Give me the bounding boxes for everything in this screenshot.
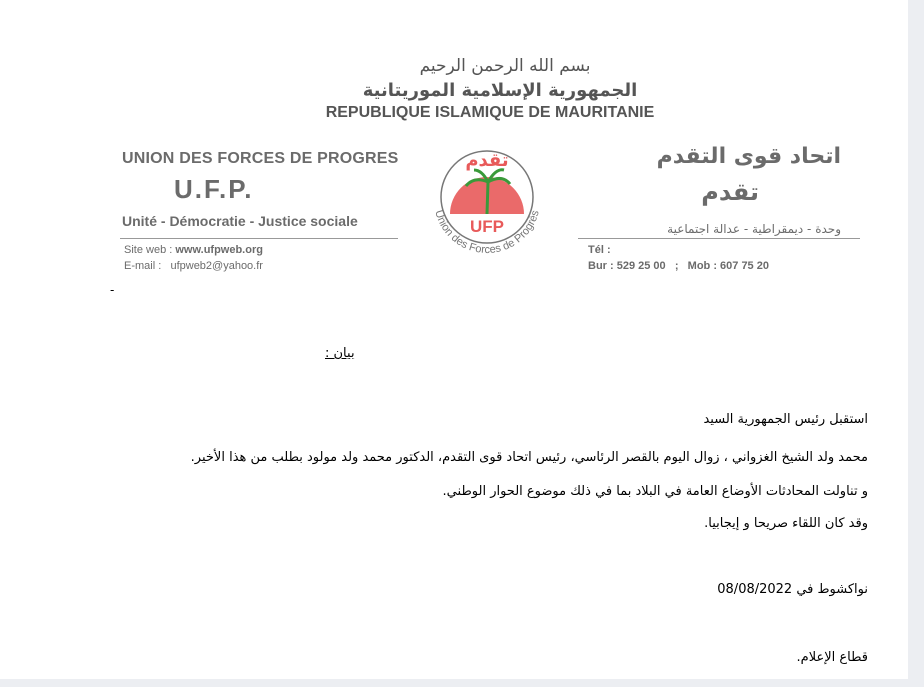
logo-letters: UFP <box>470 217 504 236</box>
email-line <box>124 260 263 272</box>
statement-date: نواكشوط في 08/08/2022 <box>717 582 868 597</box>
divider-right <box>578 238 860 239</box>
email-value: ufpweb2@yahoo.fr <box>170 260 263 272</box>
website-line <box>124 244 263 256</box>
divider-left <box>120 238 398 239</box>
statement-signature: قطاع الإعلام. <box>796 650 868 665</box>
statement-line-2: محمد ولد الشيخ الغزواني ، زوال اليوم بالقصر الرئاسي، رئيس اتحاد قوى التقدم، الدكتور محمد ولد مولود بطلب من هذا الأخير. <box>190 450 868 465</box>
email-label: E-mail : <box>124 260 162 272</box>
org-abbr-fr: U.F.P. <box>174 174 254 204</box>
palm-trunk <box>487 182 488 214</box>
logo-arabic: تقدم <box>465 150 509 171</box>
republic-french: REPUBLIQUE ISLAMIQUE DE MAURITANIE <box>325 104 655 121</box>
ufp-logo <box>412 122 562 272</box>
statement-line-1: استقبل رئيس الجمهورية السيد <box>703 412 868 427</box>
basmala: بسم الله الرحمن الرحيم <box>419 56 591 76</box>
statement-line-4: وقد كان اللقاء صريحا و إيجابيا. <box>704 516 868 531</box>
statement-title: بيان : <box>325 346 355 361</box>
page-edge-bottom <box>0 679 924 687</box>
org-abbr-ar: تقدم <box>701 178 759 206</box>
letterhead-left <box>122 150 402 229</box>
phone-numbers: Bur : 529 25 00 ; Mob : 607 75 20 <box>588 260 769 272</box>
page-edge-right <box>908 0 924 687</box>
motto-fr: Unité - Démocratie - Justice sociale <box>122 213 358 229</box>
website-value: www.ufpweb.org <box>175 244 263 256</box>
org-name-ar: اتحاد قوى التقدم <box>656 144 841 169</box>
logo-ring-textpath: Union des Forces de Progrès <box>432 208 542 257</box>
org-name-fr: UNION DES FORCES DE PROGRES <box>122 150 399 167</box>
motto-ar: وحدة - ديمقراطية - عدالة اجتماعية <box>667 222 841 236</box>
tel-label: Tél : <box>588 244 611 256</box>
statement-line-3: و تناولت المحادثات الأوضاع العامة في البلاد بما في ذلك موضوع الحوار الوطني. <box>442 484 868 499</box>
republic-arabic: الجمهورية الإسلامية الموريتانية <box>362 80 638 101</box>
dash-mark: - <box>110 283 115 297</box>
website-label: Site web : <box>124 244 173 256</box>
